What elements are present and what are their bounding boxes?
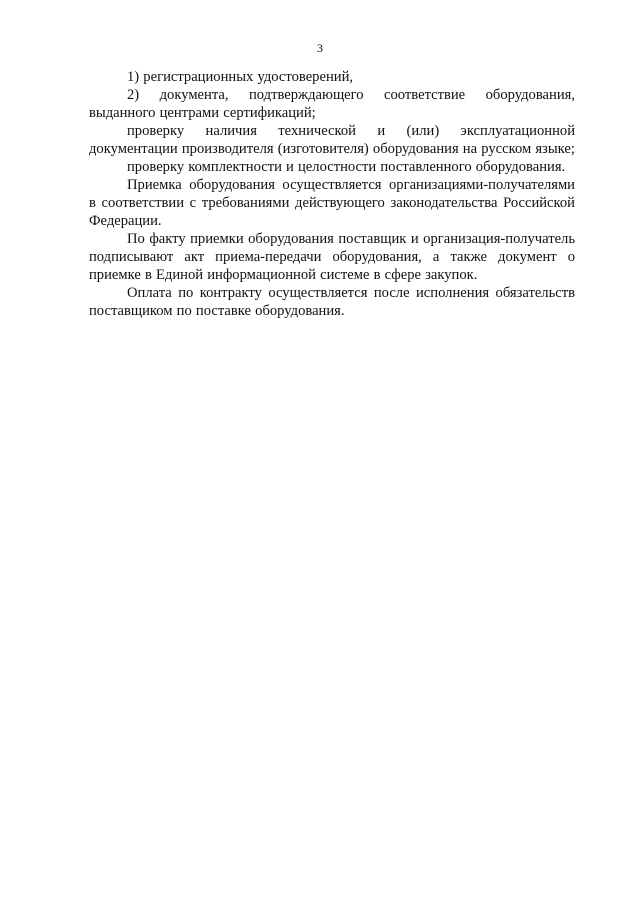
- document-body: [89, 68, 575, 320]
- paragraph-payment: Оплата по контракту осуществляется после исполнения обязательств поставщиком по поставке оборудования.: [89, 285, 575, 319]
- paragraph-acceptance-act: По факту приемки оборудования поставщик и организация-получатель подписывают акт приема-передачи оборудования, а также документ о приемке в Единой информационной системе в сфере закупок.: [89, 231, 575, 283]
- page-number: 3: [317, 41, 323, 55]
- paragraph-conformity-document: 2) документа, подтверждающего соответствие оборудования, выданного центрами сертификаций;: [89, 87, 575, 121]
- paragraph-acceptance: Приемка оборудования осуществляется организациями-получателями в соответствии с требованиями действующего законодательства Российской Федерации.: [89, 177, 575, 229]
- paragraph-registration-certificates: 1) регистрационных удостоверений,: [127, 69, 354, 85]
- paragraph-documentation-check: проверку наличия технической и (или) эксплуатационной документации производителя (изготовителя) оборудования на русском языке;: [89, 123, 575, 157]
- paragraph-completeness-check: проверку комплектности и целостности поставленного оборудования.: [127, 159, 566, 175]
